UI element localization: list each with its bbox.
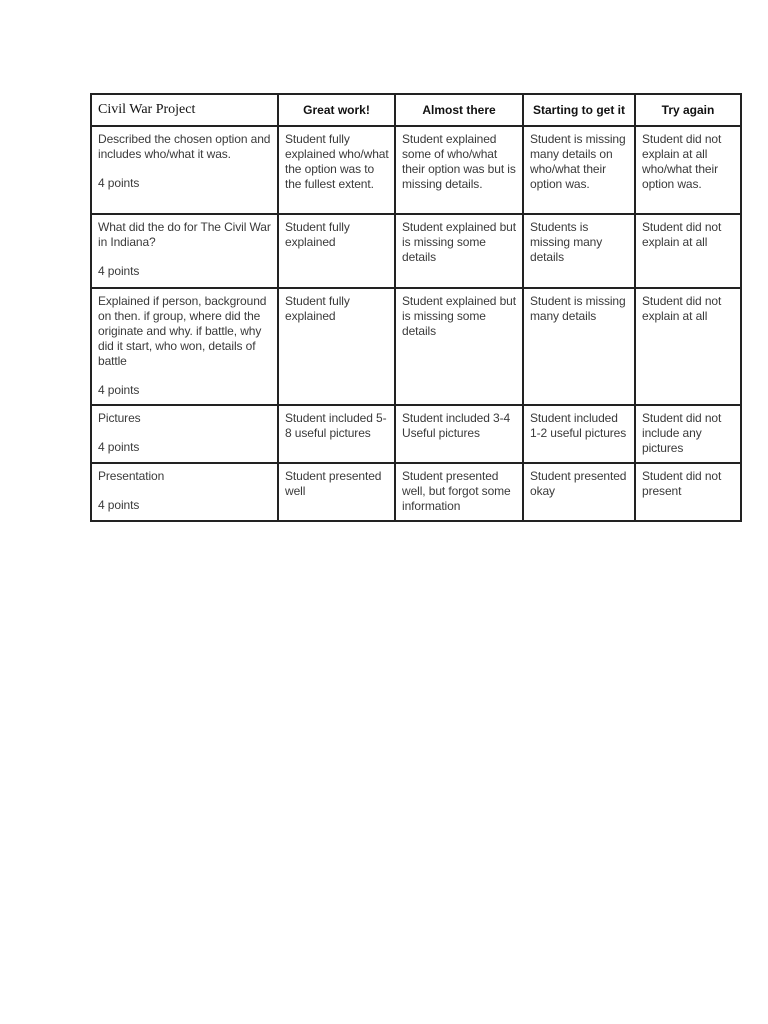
rubric-row: [91, 214, 741, 288]
descriptor-text: Student did not explain at all: [642, 220, 722, 249]
rubric-row: [91, 288, 741, 405]
descriptor-cell: [523, 214, 635, 288]
criterion-text: Described the chosen option and includes who/what it was.: [98, 132, 271, 161]
descriptor-cell: [395, 288, 523, 405]
descriptor-text: Student did not include any pictures: [642, 411, 722, 455]
level-header-starting-to-get-it: Starting to get it: [523, 94, 635, 126]
descriptor-cell: [395, 214, 523, 288]
descriptor-text: Student did not explain at all who/what their option was.: [642, 132, 722, 191]
descriptor-cell: [395, 126, 523, 214]
descriptor-cell: [523, 288, 635, 405]
descriptor-cell: [635, 405, 741, 463]
descriptor-text: Student presented well: [285, 469, 382, 498]
descriptor-cell: [395, 463, 523, 521]
rubric-header-row: [91, 94, 741, 126]
descriptor-cell: [278, 405, 395, 463]
criterion-points: 4 points: [98, 176, 140, 190]
criterion-cell: [91, 126, 278, 214]
criterion-text: Presentation: [98, 469, 165, 483]
criterion-cell: [91, 214, 278, 288]
rubric-row: [91, 463, 741, 521]
descriptor-cell: [523, 405, 635, 463]
descriptor-cell: [635, 126, 741, 214]
criterion-points: 4 points: [98, 498, 140, 512]
rubric-table: [90, 93, 742, 522]
descriptor-cell: [523, 463, 635, 521]
descriptor-cell: [278, 126, 395, 214]
descriptor-cell: [278, 463, 395, 521]
descriptor-text: Student is missing many details: [530, 294, 626, 323]
descriptor-text: Student included 1-2 useful pictures: [530, 411, 627, 440]
criterion-cell: [91, 405, 278, 463]
level-header-almost-there: Almost there: [395, 94, 523, 126]
descriptor-text: Student explained but is missing some details: [402, 294, 516, 338]
descriptor-text: Students is missing many details: [530, 220, 603, 264]
descriptor-text: Student fully explained who/what the option was to the fullest extent.: [285, 132, 389, 191]
rubric-row: [91, 405, 741, 463]
descriptor-cell: [523, 126, 635, 214]
criterion-points: 4 points: [98, 440, 140, 454]
descriptor-cell: [278, 288, 395, 405]
criterion-text: What did the do for The Civil War in Indiana?: [98, 220, 271, 249]
descriptor-text: Student included 5-8 useful pictures: [285, 411, 387, 440]
rubric-row: [91, 126, 741, 214]
descriptor-text: Student presented well, but forgot some information: [402, 469, 511, 513]
criterion-points: 4 points: [98, 264, 140, 278]
criterion-text: Explained if person, background on then. if group, where did the originate and why. if battle, why did it start, who won, details of battle: [98, 294, 267, 368]
descriptor-text: Student presented okay: [530, 469, 627, 498]
descriptor-text: Student explained but is missing some details: [402, 220, 516, 264]
criterion-points: 4 points: [98, 383, 140, 397]
level-header-try-again: Try again: [635, 94, 741, 126]
descriptor-text: Student is missing many details on who/what their option was.: [530, 132, 626, 191]
descriptor-cell: [278, 214, 395, 288]
descriptor-text: Student did not explain at all: [642, 294, 722, 323]
descriptor-text: Student did not present: [642, 469, 722, 498]
descriptor-text: Student fully explained: [285, 220, 350, 249]
level-header-great-work: Great work!: [278, 94, 395, 126]
descriptor-text: Student included 3-4 Useful pictures: [402, 411, 511, 440]
descriptor-text: Student fully explained: [285, 294, 350, 323]
descriptor-cell: [635, 463, 741, 521]
descriptor-cell: [635, 288, 741, 405]
criterion-cell: [91, 463, 278, 521]
rubric-title: Civil War Project: [91, 94, 278, 126]
descriptor-cell: [395, 405, 523, 463]
descriptor-text: Student explained some of who/what their option was but is missing details.: [402, 132, 516, 191]
criterion-cell: [91, 288, 278, 405]
descriptor-cell: [635, 214, 741, 288]
criterion-text: Pictures: [98, 411, 141, 425]
